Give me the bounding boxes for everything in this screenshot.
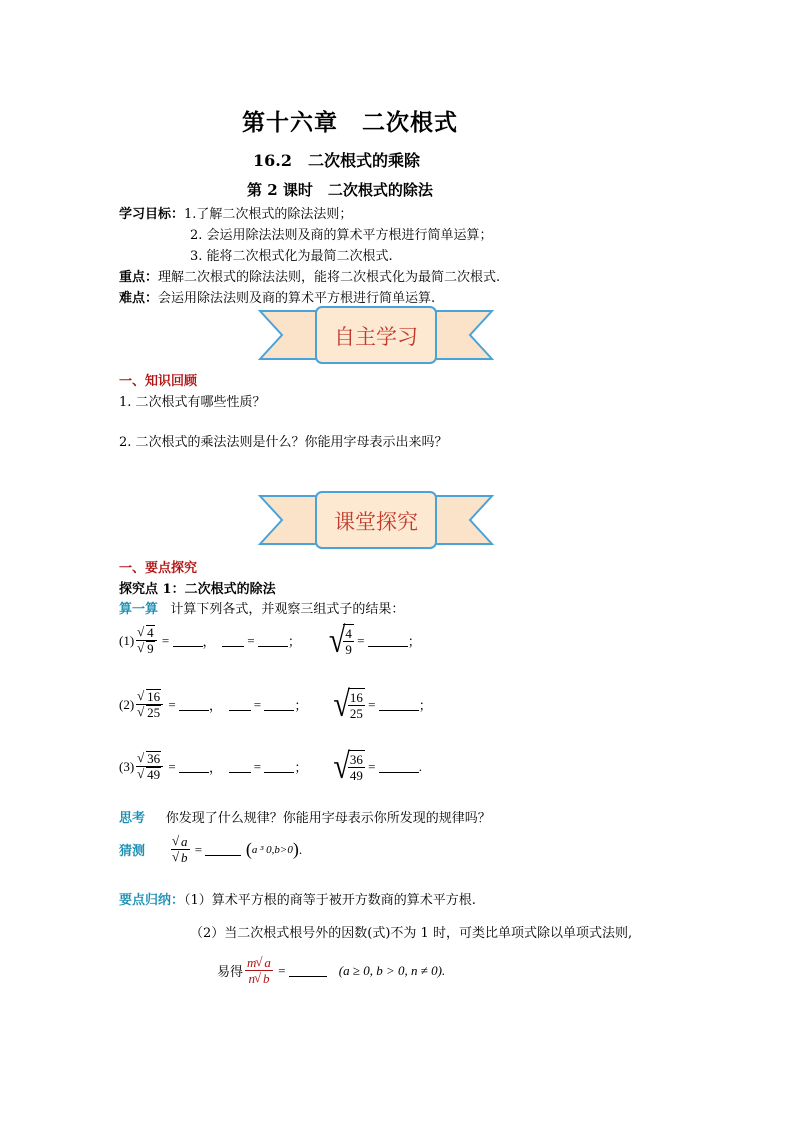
- answer-blank[interactable]: [379, 760, 419, 773]
- banner-class-explore: [258, 490, 494, 552]
- summary-1: （1）算术平方根的商等于被开方数商的算术平方根.: [184, 893, 476, 908]
- sqrt-of-fraction: √ $\frac{36}{49}$: [333, 746, 363, 786]
- key-point-text: 理解二次根式的除法法则，能将二次根式化为最简二次根式.: [158, 270, 501, 285]
- numerator: 36: [349, 752, 363, 767]
- lesson-title: 第 2 课时 二次根式的除法: [247, 181, 433, 199]
- sqrt-fraction: [136, 689, 163, 720]
- sqrt-of-fraction: √ $\frac{16}{25}$: [333, 684, 363, 724]
- numerator: 36: [147, 751, 161, 766]
- guess-label: 猜测: [119, 844, 146, 859]
- difficulty: [119, 287, 435, 306]
- exercise-row-1: (1) √ 4 √ 9 = ， = ； √ $\frac{4}{9}$ = ；: [119, 624, 421, 657]
- numerator: 16: [147, 689, 161, 704]
- easy-fraction: [245, 955, 273, 986]
- answer-blank[interactable]: [264, 698, 294, 711]
- denominator: 49: [349, 768, 363, 783]
- denominator: 25: [147, 705, 161, 720]
- denominator: b: [181, 850, 188, 865]
- think-line: [119, 807, 491, 826]
- easy-line: 易得 $\frac{m√ a}{n√ b}$ = (a ≥ 0, b > 0, n ≠ 0).: [217, 955, 445, 986]
- calc-text: 计算下列各式，并观察三组式子的结果：: [170, 602, 405, 617]
- exercise-label: (1): [119, 632, 135, 648]
- difficulty-label: 难点：: [119, 291, 159, 306]
- numerator: a: [181, 834, 188, 849]
- denominator: 9: [147, 641, 154, 656]
- exercise-label: (2): [119, 696, 135, 712]
- summary-label: 要点归纳：: [119, 893, 185, 908]
- objective-item: 2. 会运用除法法则及商的算术平方根进行简单运算；: [190, 228, 493, 243]
- guess-line: 猜测 √ a √ b = ( a ³ 0,b>0 ) .: [119, 834, 302, 865]
- think-label: 思考: [119, 811, 146, 826]
- calc-line: [119, 598, 404, 617]
- answer-blank[interactable]: [179, 698, 209, 711]
- denominator-coef: n: [248, 971, 255, 986]
- row-end: ；: [407, 634, 421, 649]
- think-text: 你发现了什么规律？你能用字母表示你所发现的规律吗？: [165, 811, 491, 826]
- exercise-row-2: (2) √ 16 √ 25 = ， = ； √ $\frac{16}{25}$ = ；: [119, 688, 432, 721]
- numerator: 4: [345, 626, 352, 641]
- explore-point-1: 探究点 1：二次根式的除法: [119, 582, 276, 597]
- difficulty-text: 会运用除法法则及商的算术平方根进行简单运算.: [158, 291, 436, 306]
- exercise-label: (3): [119, 758, 135, 774]
- guess-fraction: [171, 834, 190, 865]
- denominator: 49: [147, 767, 161, 782]
- easy-condition: (a ≥ 0, b > 0, n ≠ 0).: [338, 962, 446, 978]
- calc-label: 算一算: [119, 602, 159, 617]
- denominator-radicand: b: [262, 971, 270, 986]
- sqrt-of-fraction: √ $\frac{4}{9}$: [328, 620, 352, 660]
- banner-self-study: [258, 305, 494, 367]
- summary-2: （2）当二次根式根号外的因数(式)不为 1 时，可类比单项式除以单项式法则,: [190, 926, 633, 941]
- objective-item: 3. 能将二次根式化为最简二次根式.: [190, 249, 393, 264]
- review-question-1: 1. 二次根式有哪些性质？: [119, 395, 266, 410]
- answer-blank[interactable]: [222, 634, 244, 647]
- numerator-radicand: a: [264, 955, 271, 970]
- key-point: [119, 266, 500, 285]
- banner-self-study-text: 自主学习: [334, 325, 418, 349]
- answer-blank[interactable]: [289, 964, 327, 977]
- review-heading: 一、知识回顾: [119, 374, 198, 389]
- row-end: ；: [418, 698, 432, 713]
- numerator: 16: [349, 690, 363, 705]
- summary-line-1: [119, 889, 476, 908]
- row-end: .: [418, 758, 422, 774]
- section-title: 16.2 二次根式的乘除: [253, 151, 420, 170]
- banner-class-explore-text: 课堂探究: [334, 510, 418, 534]
- objective-item: 1.了解二次根式的除法法则；: [184, 207, 353, 222]
- denominator: 9: [345, 642, 352, 657]
- denominator: 25: [349, 706, 363, 721]
- answer-blank[interactable]: [258, 634, 288, 647]
- sqrt-fraction: [136, 625, 157, 656]
- separator: ，: [209, 698, 223, 713]
- separator: ，: [209, 760, 223, 775]
- answer-blank[interactable]: [368, 634, 408, 647]
- review-question-2: 2. 二次根式的乘法法则是什么？你能用字母表示出来吗？: [119, 435, 448, 450]
- exercise-row-3: (3) √ 36 √ 49 = ， = ； √ $\frac{36}{49}$ = .: [119, 750, 422, 783]
- numerator: 4: [147, 625, 154, 640]
- answer-blank[interactable]: [173, 634, 203, 647]
- guess-condition: a ³ 0,b>0: [251, 843, 293, 856]
- answer-blank[interactable]: [229, 698, 251, 711]
- objectives-label: 学习目标：: [119, 207, 185, 222]
- objectives-line-1: [119, 203, 352, 222]
- key-point-label: 重点：: [119, 270, 159, 285]
- chapter-title: 第十六章 二次根式: [242, 109, 458, 136]
- explore-heading: 一、要点探究: [119, 561, 198, 576]
- answer-blank[interactable]: [229, 760, 251, 773]
- answer-blank[interactable]: [205, 843, 241, 856]
- easy-label: 易得: [217, 965, 244, 980]
- answer-blank[interactable]: [264, 760, 294, 773]
- answer-blank[interactable]: [179, 760, 209, 773]
- sqrt-fraction: [136, 751, 163, 782]
- numerator-coef: m: [247, 955, 257, 970]
- answer-blank[interactable]: [379, 698, 419, 711]
- separator: ，: [202, 634, 216, 649]
